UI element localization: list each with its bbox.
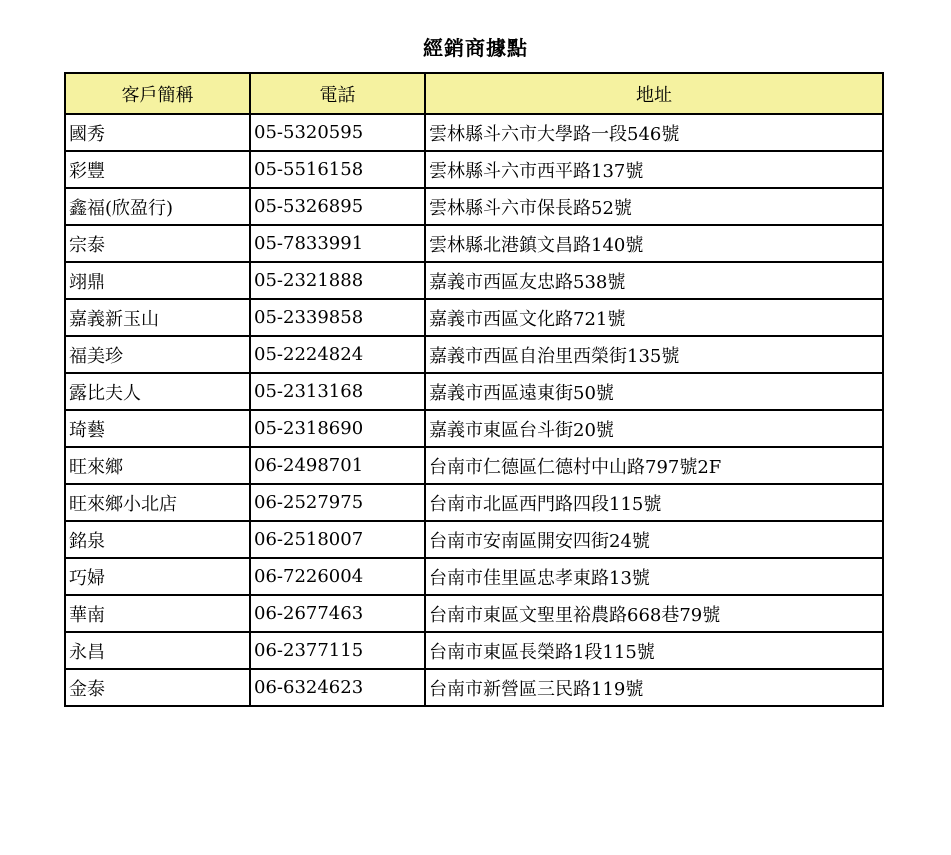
table-row <box>65 447 883 484</box>
table-row <box>65 225 883 262</box>
phone-cell: 05-2313168 <box>250 373 425 410</box>
customer-name-cell: 宗泰 <box>65 225 250 262</box>
customer-name-cell: 華南 <box>65 595 250 632</box>
column-header-phone: 電話 <box>250 73 425 114</box>
address-cell: 台南市佳里區忠孝東路13號 <box>425 558 883 595</box>
table-row <box>65 558 883 595</box>
dealer-table <box>64 72 884 707</box>
phone-cell: 06-2527975 <box>250 484 425 521</box>
phone-cell: 06-2377115 <box>250 632 425 669</box>
customer-name-cell: 嘉義新玉山 <box>65 299 250 336</box>
phone-cell: 05-2339858 <box>250 299 425 336</box>
address-cell: 台南市仁德區仁德村中山路797號2F <box>425 447 883 484</box>
customer-name-cell: 彩豐 <box>65 151 250 188</box>
phone-cell: 06-6324623 <box>250 669 425 706</box>
address-cell: 台南市安南區開安四街24號 <box>425 521 883 558</box>
table-row <box>65 114 883 151</box>
table-row <box>65 632 883 669</box>
customer-name-cell: 銘泉 <box>65 521 250 558</box>
address-cell: 嘉義市西區遠東街50號 <box>425 373 883 410</box>
page-title: 經銷商據點 <box>423 36 528 60</box>
address-cell: 雲林縣斗六市保長路52號 <box>425 188 883 225</box>
customer-name-cell: 國秀 <box>65 114 250 151</box>
phone-cell: 05-2224824 <box>250 336 425 373</box>
phone-cell: 06-2498701 <box>250 447 425 484</box>
customer-name-cell: 翊鼎 <box>65 262 250 299</box>
customer-name-cell: 金泰 <box>65 669 250 706</box>
address-cell: 雲林縣斗六市西平路137號 <box>425 151 883 188</box>
address-cell: 嘉義市西區自治里西榮街135號 <box>425 336 883 373</box>
table-row <box>65 336 883 373</box>
table-row <box>65 299 883 336</box>
customer-name-cell: 旺來鄉小北店 <box>65 484 250 521</box>
customer-name-cell: 露比夫人 <box>65 373 250 410</box>
phone-cell: 06-2518007 <box>250 521 425 558</box>
column-header-address: 地址 <box>425 73 883 114</box>
customer-name-cell: 巧婦 <box>65 558 250 595</box>
address-cell: 台南市新營區三民路119號 <box>425 669 883 706</box>
customer-name-cell: 琦藝 <box>65 410 250 447</box>
phone-cell: 05-7833991 <box>250 225 425 262</box>
customer-name-cell: 旺來鄉 <box>65 447 250 484</box>
address-cell: 嘉義市西區友忠路538號 <box>425 262 883 299</box>
phone-cell: 05-5326895 <box>250 188 425 225</box>
address-cell: 台南市北區西門路四段115號 <box>425 484 883 521</box>
table-row <box>65 151 883 188</box>
table-row <box>65 595 883 632</box>
table-row <box>65 521 883 558</box>
customer-name-cell: 永昌 <box>65 632 250 669</box>
table-row <box>65 410 883 447</box>
customer-name-cell: 鑫福(欣盈行) <box>65 188 250 225</box>
table-row <box>65 669 883 706</box>
table-row <box>65 484 883 521</box>
phone-cell: 05-2321888 <box>250 262 425 299</box>
table-row <box>65 373 883 410</box>
phone-cell: 05-5320595 <box>250 114 425 151</box>
column-header-customer: 客戶簡稱 <box>65 73 250 114</box>
address-cell: 台南市東區長榮路1段115號 <box>425 632 883 669</box>
phone-cell: 05-5516158 <box>250 151 425 188</box>
address-cell: 嘉義市西區文化路721號 <box>425 299 883 336</box>
phone-cell: 06-2677463 <box>250 595 425 632</box>
table-row <box>65 262 883 299</box>
customer-name-cell: 福美珍 <box>65 336 250 373</box>
phone-cell: 05-2318690 <box>250 410 425 447</box>
table-header-row <box>65 73 883 114</box>
address-cell: 嘉義市東區台斗街20號 <box>425 410 883 447</box>
phone-cell: 06-7226004 <box>250 558 425 595</box>
address-cell: 雲林縣北港鎮文昌路140號 <box>425 225 883 262</box>
address-cell: 台南市東區文聖里裕農路668巷79號 <box>425 595 883 632</box>
address-cell: 雲林縣斗六市大學路一段546號 <box>425 114 883 151</box>
table-row <box>65 188 883 225</box>
